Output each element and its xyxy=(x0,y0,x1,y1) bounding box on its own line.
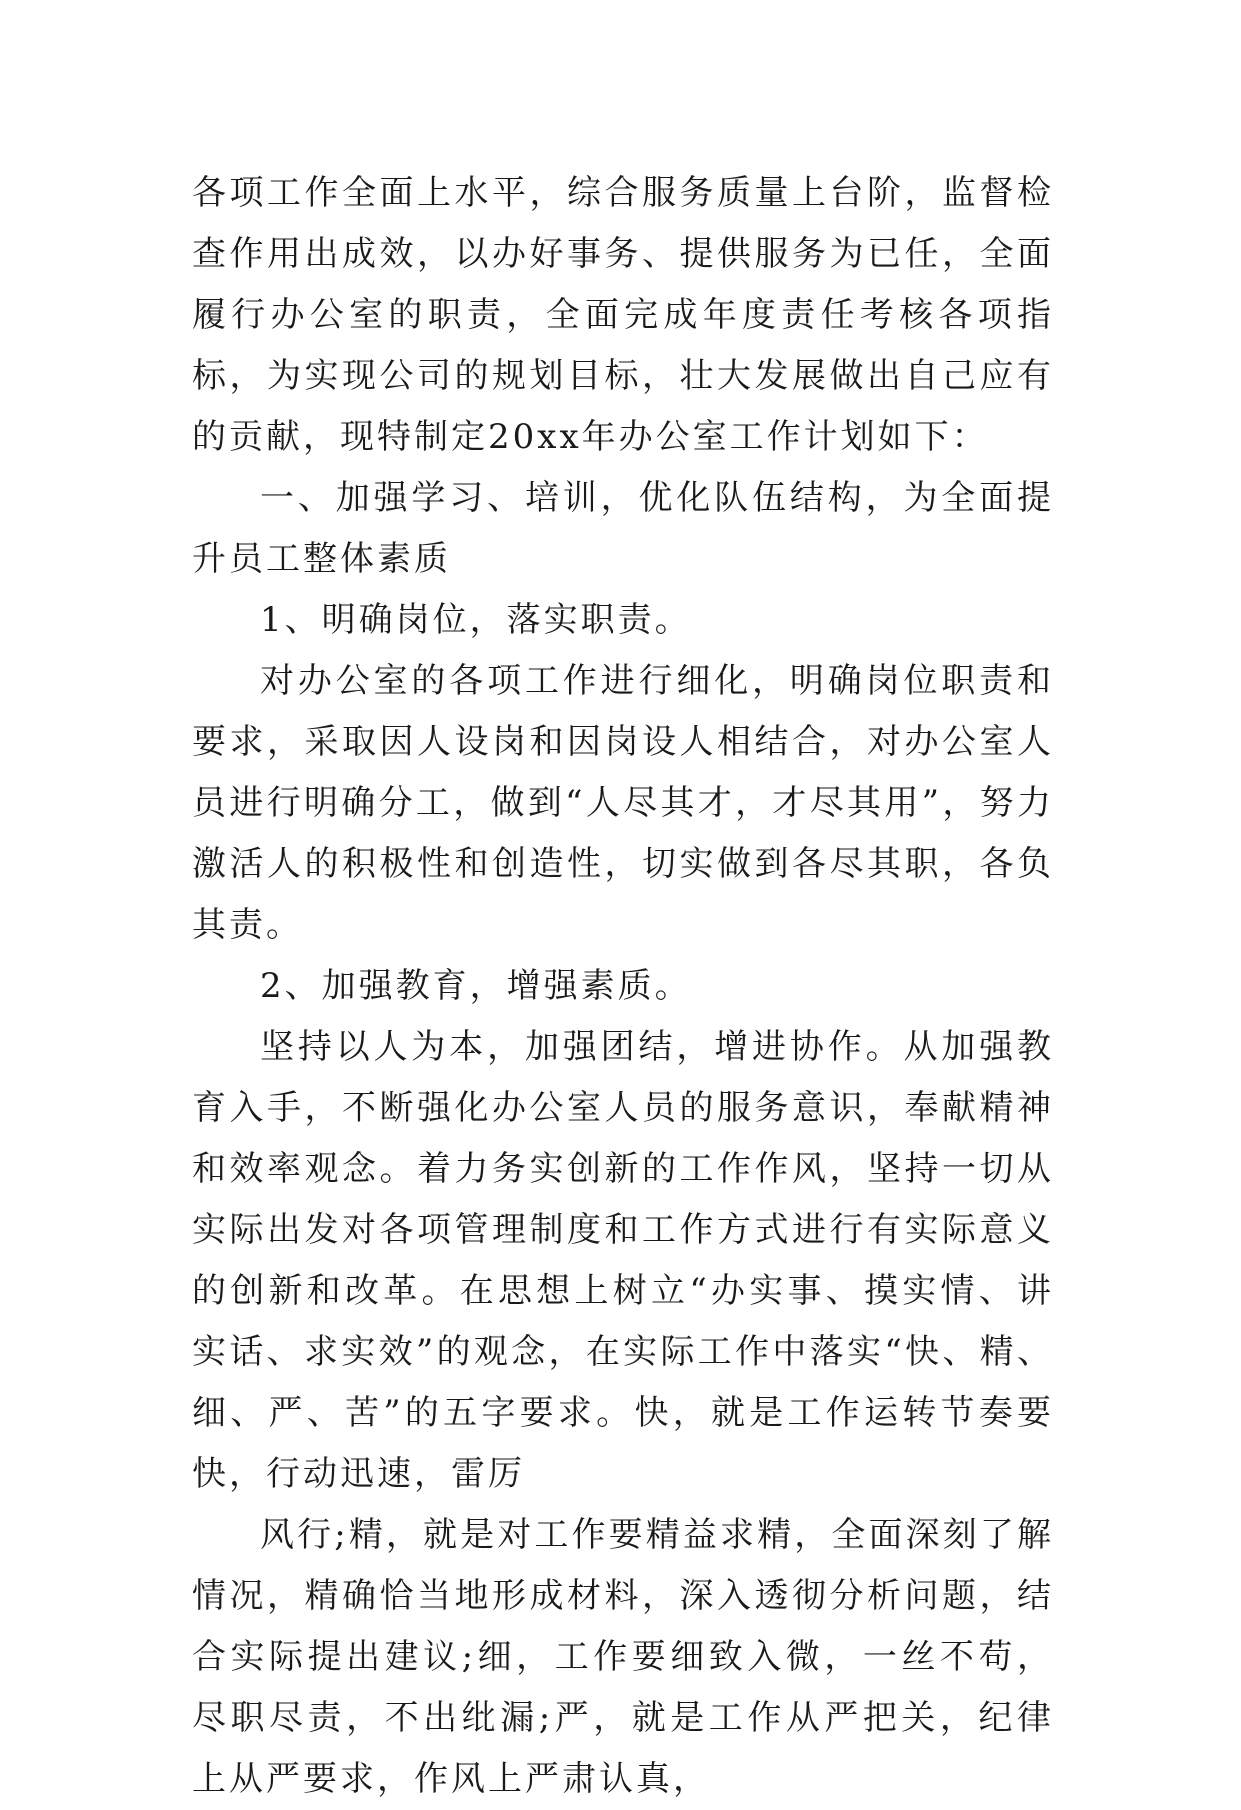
paragraph-item-one: 对办公室的各项工作进行细化，明确岗位职责和要求，采取因人设岗和因岗设人相结合，对办公室人员进行明确分工，做到“人尽其才，才尽其用”，努力激活人的积极性和创造性，切实做到各尽其职，各负其责。 xyxy=(192,661,1054,945)
paragraph-intro: 各项工作全面上水平，综合服务质量上台阶，监督检查作用出成效，以办好事务、提供服务为已任，全面履行办公室的职责，全面完成年度责任考核各项指标，为实现公司的规划目标，壮大发展做出自己应有的贡献，现特制定20xx年办公室工作计划如下： xyxy=(192,173,1054,457)
paragraph-item-two: 坚持以人为本，加强团结，增进协作。从加强教育入手，不断强化办公室人员的服务意识，奉献精神和效率观念。着力务实创新的工作作风，坚持一切从实际出发对各项管理制度和工作方式进行有实际意义的创新和改革。在思想上树立“办实事、摸实情、讲实话、求实效”的观念，在实际工作中落实“快、精、细、严、苦”的五字要求。快，就是工作运转节奏要快，行动迅速，雷厉 xyxy=(192,1027,1054,1494)
paragraph-item-two-continued: 风行;精，就是对工作要精益求精，全面深刻了解情况，精确恰当地形成材料，深入透彻分析问题，结合实际提出建议;细，工作要细致入微，一丝不苟，尽职尽责，不出纰漏;严，就是工作从严把关，纪律上从严要求，作风上严肃认真， xyxy=(192,1515,1054,1799)
heading-section-one: 一、加强学习、培训，优化队伍结构，为全面提升员工整体素质 xyxy=(192,478,1054,579)
subheading-item-one: 1、明确岗位，落实职责。 xyxy=(260,600,692,640)
document-body xyxy=(192,163,1054,1810)
subheading-item-two: 2、加强教育，增强素质。 xyxy=(260,966,692,1006)
